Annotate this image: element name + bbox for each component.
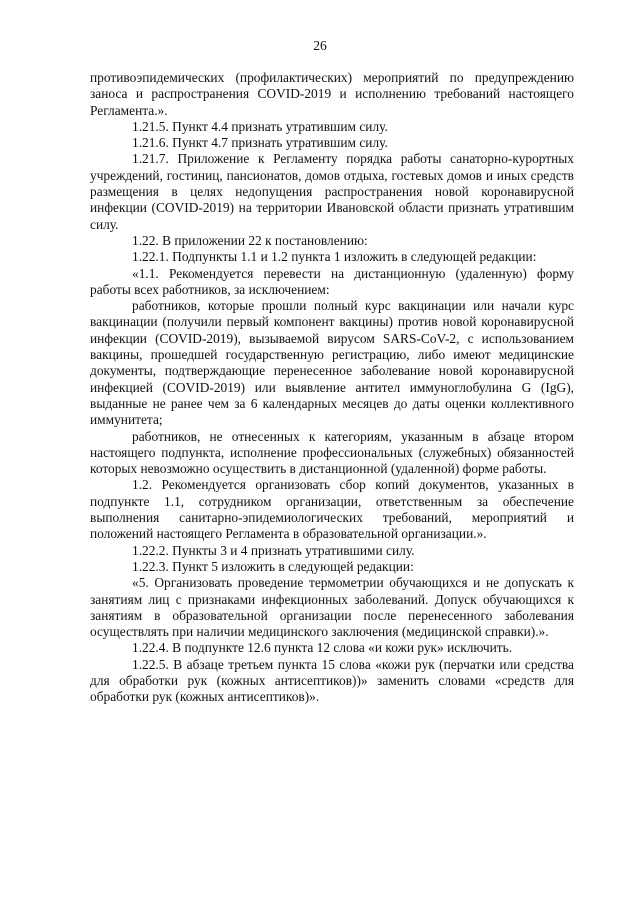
paragraph-item-1-22-5: 1.22.5. В абзаце третьем пункта 15 слова «кожи рук (перчатки или средства для обработки рук (кожных антисептиков))» заменить словами «средств для обработки рук (кожных антисептиков)». xyxy=(90,656,574,705)
document-body xyxy=(90,70,574,706)
paragraph-quote-1-1: «1.1. Рекомендуется перевести на дистанционную (удаленную) форму работы всех работников, за исключением: xyxy=(90,265,574,297)
paragraph-item-1-21-7: 1.21.7. Приложение к Регламенту порядка работы санаторно-курортных учреждений, гостиниц, пансионатов, домов отдыха, гостевых домов и иных средств размещения в целях недопущения распространения новой коронавирусной инфекции (COVID-2019) на территории Ивановской области признать утратившим силу. xyxy=(90,151,574,232)
paragraph-item-1-22-1: 1.22.1. Подпункты 1.1 и 1.2 пункта 1 изложить в следующей редакции: xyxy=(132,249,537,265)
paragraph-item-1-22: 1.22. В приложении 22 к постановлению: xyxy=(132,232,368,248)
paragraph-exception-other: работников, не отнесенных к категориям, указанным в абзаце втором настоящего подпункта, исполнение профессиональных (служебных) обязанностей которых невозможно осуществить в дистанционной (удаленной) форме работы. xyxy=(90,428,574,477)
page-number: 26 xyxy=(313,38,327,53)
paragraph-item-1-21-6: 1.21.6. Пункт 4.7 признать утратившим силу. xyxy=(132,135,388,151)
paragraph-continuation: противоэпидемических (профилактических) мероприятий по предупреждению заноса и распространения COVID-2019 и исполнению требований настоящего Регламента.». xyxy=(90,70,574,118)
paragraph-item-1-22-3: 1.22.3. Пункт 5 изложить в следующей редакции: xyxy=(132,558,414,574)
paragraph-item-1-21-5: 1.21.5. Пункт 4.4 признать утратившим силу. xyxy=(132,118,388,134)
paragraph-item-1-22-4: 1.22.4. В подпункте 12.6 пункта 12 слова «и кожи рук» исключить. xyxy=(132,640,513,656)
paragraph-quote-5: «5. Организовать проведение термометрии обучающихся и не допускать к занятиям лиц с признаками инфекционных заболеваний. Допуск обучающихся к занятиям в образовательной организации после перенесенного заболевания осуществлять при наличии медицинского заключения (медицинской справки).». xyxy=(90,575,574,640)
paragraph-quote-1-2: 1.2. Рекомендуется организовать сбор копий документов, указанных в подпункте 1.1, сотрудником организации, ответственным за обеспечение выполнения санитарно-эпидемиологических требований, мероприятий и положений настоящего Регламента в образовательной организации.». xyxy=(90,477,574,542)
paragraph-item-1-22-2: 1.22.2. Пункты 3 и 4 признать утратившими силу. xyxy=(132,542,415,558)
paragraph-exception-vaccinated: работников, которые прошли полный курс вакцинации или начали курс вакцинации (получили первый компонент вакцины) против новой коронавирусной инфекции (COVID-2019), вызываемой вирусом SARS-CoV-2, с использованием вакцины, прошедшей государственную регистрацию, либо имеют медицинские документы, подтверждающие перенесенное заболевание новой коронавирусной инфекцией (COVID-2019) или выявление антител иммуноглобулина G (IgG), выданные не ранее чем за 6 календарных месяцев до даты оценки коллективного иммунитета; xyxy=(90,298,574,428)
